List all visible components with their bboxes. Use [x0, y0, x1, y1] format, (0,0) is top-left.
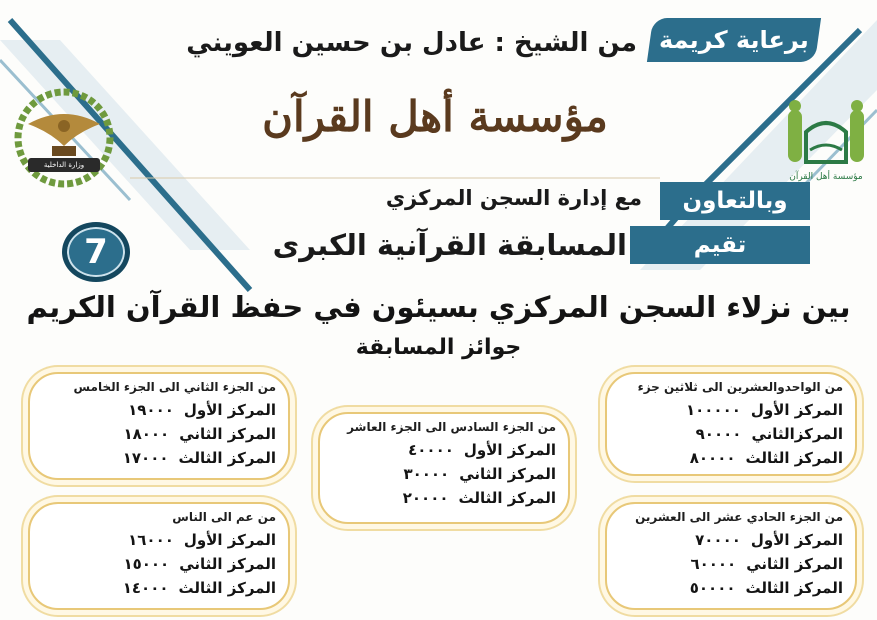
- right-logo-caption: مؤسسة أهل القرآن: [789, 172, 863, 182]
- prizes-title: جوائز المسابقة: [355, 335, 522, 360]
- edition-badge: 7: [62, 222, 130, 282]
- prize-place: المركز الثالث: [178, 449, 276, 467]
- prize-box-title: من الجزء الثاني الى الجزء الخامس: [73, 380, 276, 394]
- prize-amount: ٢٠٠٠٠: [402, 489, 449, 507]
- prize-row: [619, 528, 843, 552]
- contest-name: المسابقة القرآنية الكبرى: [272, 228, 627, 262]
- prize-box-6-10: [318, 412, 570, 524]
- prize-amount: ١٠٠٠٠٠: [685, 401, 741, 419]
- prize-box-title: من الواحدوالعشرين الى ثلاثين جزء: [637, 380, 843, 394]
- eagle-emblem-icon: [8, 84, 120, 192]
- left-logo-caption: وزارة الداخلية: [28, 158, 100, 172]
- sponsorship-tab: [647, 18, 821, 62]
- prize-place: المركز الأول: [183, 401, 276, 419]
- prize-row: [42, 422, 276, 446]
- prize-row: [42, 576, 276, 600]
- prize-place: المركز الثالث: [745, 579, 843, 597]
- prize-place: المركز الأول: [750, 531, 843, 549]
- prize-row: [42, 552, 276, 576]
- prize-amount: ١٥٠٠٠: [123, 555, 170, 573]
- prize-place: المركز الثالث: [178, 579, 276, 597]
- prize-row: [42, 528, 276, 552]
- prize-amount: ٣٠٠٠٠: [403, 465, 450, 483]
- prize-amount: ١٨٠٠٠: [123, 425, 170, 443]
- prize-row: [42, 446, 276, 470]
- prize-place: المركز الأول: [183, 531, 276, 549]
- prize-row: [619, 552, 843, 576]
- prize-box-11-20: [605, 502, 857, 610]
- cooperation-text: مع إدارة السجن المركزي: [385, 186, 642, 210]
- foundation-title: مؤسسة أهل القرآن: [262, 92, 608, 141]
- prize-place: المركز الثاني: [459, 465, 556, 483]
- prize-row: [619, 446, 843, 470]
- prize-row: [42, 398, 276, 422]
- sheikh-name: من الشيخ : عادل بن حسين العويني: [186, 28, 637, 58]
- prize-row: [619, 398, 843, 422]
- quran-foundation-icon: [780, 92, 872, 176]
- prize-row: [332, 462, 556, 486]
- presents-tab: تقيم: [630, 226, 810, 264]
- prize-amount: ٥٠٠٠٠: [689, 579, 736, 597]
- prize-box-title: من الجزء الحادي عشر الى العشرين: [635, 510, 843, 524]
- prize-box-title: من عم الى الناس: [172, 510, 276, 524]
- prize-place: المركز الثاني: [179, 555, 276, 573]
- prize-place: المركز الأول: [463, 441, 556, 459]
- prize-place: المركز الثاني: [179, 425, 276, 443]
- prize-place: المركز الثالث: [745, 449, 843, 467]
- prize-row: [619, 576, 843, 600]
- prize-row: [332, 486, 556, 510]
- prize-box-title: من الجزء السادس الى الجزء العاشر: [347, 420, 556, 434]
- prize-amount: ٩٠٠٠٠: [695, 425, 742, 443]
- headline: بين نزلاء السجن المركزي بسيئون في حفظ القرآن الكريم: [26, 290, 851, 324]
- prize-row: [332, 438, 556, 462]
- prize-place: المركز الثالث: [458, 489, 556, 507]
- prize-place: المركزالثاني: [751, 425, 843, 443]
- prize-amount: ١٦٠٠٠: [128, 531, 174, 549]
- prize-amount: ١٤٠٠٠: [122, 579, 169, 597]
- prize-amount: ٤٠٠٠٠: [408, 441, 454, 459]
- prize-box-2-5: [28, 372, 290, 480]
- prize-place: المركز الثاني: [746, 555, 843, 573]
- cooperation-tab: وبالتعاون: [660, 182, 810, 220]
- prize-amount: ٦٠٠٠٠: [690, 555, 737, 573]
- prize-box-amma: [28, 502, 290, 610]
- prize-amount: ٧٠٠٠٠: [695, 531, 741, 549]
- prize-box-21-30: [605, 372, 857, 476]
- prize-amount: ١٧٠٠٠: [122, 449, 169, 467]
- sponsorship-label: برعاية كريمة: [659, 26, 809, 54]
- prize-row: [619, 422, 843, 446]
- prize-place: المركز الأول: [750, 401, 843, 419]
- prize-amount: ١٩٠٠٠: [128, 401, 174, 419]
- prize-amount: ٨٠٠٠٠: [689, 449, 736, 467]
